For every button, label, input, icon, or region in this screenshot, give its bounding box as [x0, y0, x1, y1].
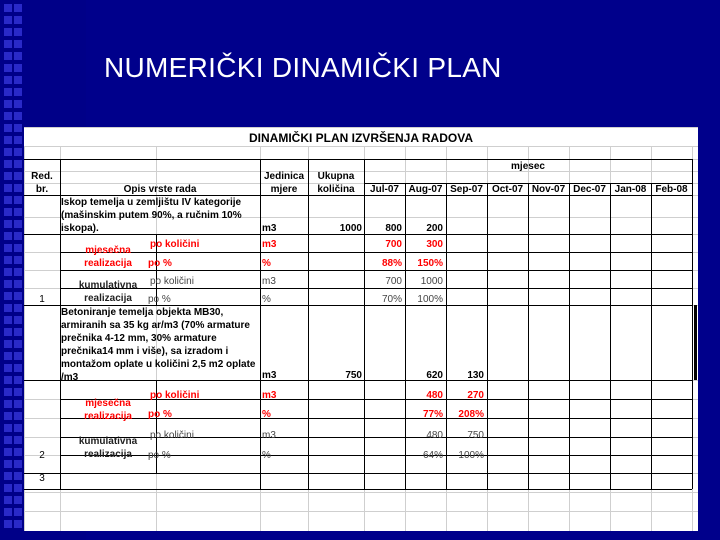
- decorative-square: [14, 412, 22, 420]
- month-header: Feb-08: [655, 184, 688, 195]
- decorative-square: [14, 340, 22, 348]
- decorative-square: [4, 340, 12, 348]
- grid-line: [24, 159, 692, 160]
- item-2-kumulativna-unit-m3: m3: [262, 430, 276, 441]
- decorative-square: [14, 220, 22, 228]
- item-2-mjesecna-unit-pct: %: [262, 409, 271, 420]
- item-1-mjesecna-qty-jul: 700: [385, 239, 402, 250]
- decorative-square: [14, 496, 22, 504]
- item-1-kumulativna-label: realizacija: [84, 293, 132, 304]
- decorative-square: [4, 124, 12, 132]
- item-2-kumulativna-label: kumulativna: [78, 436, 138, 447]
- item-1-kumulativna-pct-aug: 100%: [417, 294, 443, 305]
- grid-line: [569, 183, 570, 489]
- decorative-square: [4, 112, 12, 120]
- grid-line: [528, 183, 529, 489]
- item-3-red-br: 3: [39, 473, 45, 484]
- decorative-square: [4, 28, 12, 36]
- decorative-square: [4, 424, 12, 432]
- item-2-mjesecna-po-kolicini: po količini: [150, 390, 200, 401]
- item-1-kumulativna-unit-m3: m3: [262, 276, 276, 287]
- item-2-mjesecna-unit-m3: m3: [262, 390, 277, 401]
- decorative-square: [4, 388, 12, 396]
- month-header: Aug-07: [408, 184, 443, 195]
- item-1-red-br: 1: [39, 294, 45, 305]
- decorative-square: [4, 364, 12, 372]
- decorative-square: [14, 280, 22, 288]
- header-ukupna-2: količina: [317, 184, 355, 195]
- grid-line: [260, 159, 261, 489]
- decorative-square: [4, 436, 12, 444]
- item-2-kumulativna-pct-sep: 100%: [458, 450, 484, 461]
- item-1-mjesecna-qty-aug: 300: [426, 239, 443, 250]
- item-1-unit: m3: [262, 223, 277, 234]
- decorative-square: [14, 16, 22, 24]
- item-2-kumulativna-po-procent: po %: [148, 450, 171, 461]
- item-2-plan-sep: 130: [467, 370, 484, 381]
- decorative-square: [4, 268, 12, 276]
- item-2-mjesecna-label: mjesečna: [85, 398, 131, 409]
- decorative-square: [14, 232, 22, 240]
- item-1-kumulativna-pct-jul: 70%: [381, 294, 402, 305]
- grid-line: [692, 159, 693, 489]
- month-header: Oct-07: [491, 184, 524, 195]
- decorative-square: [4, 88, 12, 96]
- decorative-square: [4, 136, 12, 144]
- sheet-title: DINAMIČKI PLAN IZVRŠENJA RADOVA: [248, 131, 473, 145]
- header-opis: Opis vrste rada: [123, 184, 197, 195]
- decorative-square: [14, 76, 22, 84]
- item-1-description-line: (mašinskim putem 90%, a ručnim 10%: [61, 210, 242, 221]
- decorative-square: [4, 280, 12, 288]
- decorative-square: [14, 88, 22, 96]
- decorative-square: [4, 220, 12, 228]
- decorative-square: [14, 172, 22, 180]
- header-jedinica-1: Jedinica: [263, 171, 305, 182]
- item-1-mjesecna-label: realizacija: [84, 258, 132, 269]
- item-1-mjesecna-unit-m3: m3: [262, 239, 277, 250]
- item-2-kumulativna-po-kolicini: po količini: [150, 430, 194, 441]
- decorative-square: [14, 52, 22, 60]
- decorative-square: [14, 244, 22, 252]
- item-2-mjesecna-label: realizacija: [84, 411, 132, 422]
- decorative-square: [14, 160, 22, 168]
- item-2-kumulativna-qty-aug: 480: [426, 430, 443, 441]
- item-2-mjesecna-qty-sep: 270: [467, 390, 484, 401]
- grid-line: [24, 489, 692, 490]
- decorative-square: [14, 484, 22, 492]
- decorative-square: [14, 328, 22, 336]
- item-2-unit: m3: [262, 370, 277, 381]
- decorative-square: [14, 388, 22, 396]
- item-2-mjesecna-po-procent: po %: [148, 409, 172, 420]
- decorative-square: [4, 40, 12, 48]
- header-mjesec: mjesec: [511, 161, 545, 172]
- item-2-kumulativna-qty-sep: 750: [467, 430, 484, 441]
- decorative-square: [14, 376, 22, 384]
- decorative-square: [14, 256, 22, 264]
- header-red-br-1: Red.: [31, 171, 53, 182]
- decorative-square: [4, 448, 12, 456]
- grid-line: [308, 159, 309, 489]
- item-2-kumulativna-label: realizacija: [84, 449, 132, 460]
- item-1-mjesecna-pct-aug: 150%: [417, 258, 443, 269]
- decorative-square: [14, 520, 22, 528]
- decorative-square: [14, 268, 22, 276]
- item-2-mjesecna-pct-aug: 77%: [422, 409, 443, 420]
- decorative-square: [14, 424, 22, 432]
- grid-line: [694, 305, 697, 380]
- decorative-square: [14, 448, 22, 456]
- grid-line: [24, 305, 692, 306]
- decorative-square: [4, 64, 12, 72]
- item-1-kumulativna-qty-jul: 700: [385, 276, 402, 287]
- grid-line: [446, 183, 447, 489]
- header-red-br-2: br.: [35, 184, 49, 195]
- decorative-square: [4, 256, 12, 264]
- item-2-description-line: prečnika 4-12 mm, 30% armature: [61, 333, 217, 344]
- item-2-plan-aug: 620: [426, 370, 443, 381]
- decorative-square: [14, 196, 22, 204]
- decorative-square: [4, 520, 12, 528]
- decorative-square: [14, 124, 22, 132]
- decorative-square: [14, 460, 22, 468]
- decorative-square: [14, 352, 22, 360]
- item-2-description-line: prečnika14 mm i više), sa izradom i: [61, 346, 229, 357]
- grid-line: [610, 183, 611, 489]
- decorative-square: [14, 508, 22, 516]
- spreadsheet: [24, 127, 698, 531]
- month-header: Nov-07: [531, 184, 566, 195]
- decorative-square: [4, 400, 12, 408]
- decorative-square: [4, 244, 12, 252]
- item-1-mjesecna-pct-jul: 88%: [381, 258, 402, 269]
- decorative-square: [14, 436, 22, 444]
- item-1-kumulativna-qty-aug: 1000: [420, 276, 443, 287]
- decorative-square: [4, 304, 12, 312]
- month-header: Sep-07: [450, 184, 483, 195]
- decorative-square: [14, 64, 22, 72]
- decorative-square: [14, 4, 22, 12]
- month-header: Jan-08: [614, 184, 647, 195]
- grid-line: [60, 270, 692, 271]
- item-1-mjesecna-unit-pct: %: [262, 258, 271, 269]
- grid-line: [364, 159, 365, 489]
- decorative-square: [14, 112, 22, 120]
- decorative-square: [14, 472, 22, 480]
- grid-line: [24, 195, 692, 196]
- grid-line: [487, 183, 488, 489]
- item-1-description-line: Iskop temelja u zemljištu IV kategorije: [61, 197, 242, 208]
- decorative-square: [4, 148, 12, 156]
- decorative-square: [4, 292, 12, 300]
- item-1-plan-aug: 200: [426, 223, 443, 234]
- decorative-square: [4, 100, 12, 108]
- grid-line: [24, 146, 698, 147]
- header-ukupna-1: Ukupna: [317, 171, 355, 182]
- item-1-mjesecna-po-procent: po %: [148, 258, 172, 269]
- item-2-red-br: 2: [39, 450, 45, 461]
- item-1-mjesecna-po-kolicini: po količini: [150, 239, 200, 250]
- decorative-square: [4, 376, 12, 384]
- decorative-square: [14, 292, 22, 300]
- item-2-kumulativna-unit-pct: %: [262, 450, 271, 461]
- item-1-kumulativna-unit-pct: %: [262, 294, 271, 305]
- decorative-square: [4, 232, 12, 240]
- item-1-plan-jul: 800: [385, 223, 402, 234]
- month-header: Jul-07: [370, 184, 399, 195]
- decorative-square: [4, 484, 12, 492]
- decorative-square: [14, 316, 22, 324]
- decorative-square: [14, 304, 22, 312]
- decorative-square: [14, 208, 22, 216]
- header-jedinica-2: mjere: [270, 184, 298, 195]
- decorative-square: [4, 508, 12, 516]
- decorative-square: [4, 172, 12, 180]
- item-2-total: 750: [345, 370, 362, 381]
- decorative-square: [14, 400, 22, 408]
- item-2-description-line: /m3: [61, 372, 79, 383]
- decorative-square: [14, 28, 22, 36]
- decorative-square: [4, 316, 12, 324]
- decorative-square: [14, 148, 22, 156]
- grid-line: [24, 127, 698, 128]
- grid-line: [24, 234, 692, 235]
- item-2-description-line: montažom oplate u količini 2,5 m2 oplate: [61, 359, 256, 370]
- grid-line: [24, 511, 698, 512]
- item-1-kumulativna-po-procent: po %: [148, 294, 171, 305]
- decorative-square: [4, 496, 12, 504]
- decorative-square: [4, 328, 12, 336]
- decorative-square: [4, 208, 12, 216]
- grid-line: [651, 183, 652, 489]
- decorative-square: [14, 40, 22, 48]
- item-1-kumulativna-label: kumulativna: [78, 280, 138, 291]
- decorative-square: [4, 460, 12, 468]
- slide-title: NUMERIČKI DINAMIČKI PLAN: [104, 52, 502, 83]
- decorative-square: [4, 4, 12, 12]
- decorative-square: [14, 364, 22, 372]
- decorative-square: [14, 136, 22, 144]
- item-1-mjesecna-label: mjesečna: [85, 245, 131, 256]
- decorative-square: [4, 160, 12, 168]
- decorative-square: [4, 352, 12, 360]
- decorative-square: [4, 76, 12, 84]
- month-header: Dec-07: [573, 184, 606, 195]
- decorative-square: [4, 472, 12, 480]
- decorative-square: [4, 196, 12, 204]
- decorative-square: [14, 184, 22, 192]
- item-2-kumulativna-pct-aug: 64%: [422, 450, 443, 461]
- grid-line: [24, 492, 698, 493]
- item-2-description-line: armiranih sa 35 kg ar/m3 (70% armature: [61, 320, 250, 331]
- item-2-description-line: Betoniranje temelja objekta MB30,: [61, 307, 224, 318]
- item-1-total: 1000: [339, 223, 362, 234]
- grid-line: [24, 473, 692, 474]
- decorative-square: [4, 184, 12, 192]
- decorative-square: [4, 16, 12, 24]
- item-1-kumulativna-po-kolicini: po količini: [150, 276, 194, 287]
- decorative-square: [14, 100, 22, 108]
- item-2-mjesecna-qty-aug: 480: [426, 390, 443, 401]
- decorative-square: [4, 412, 12, 420]
- item-1-description-line: iskopa).: [61, 223, 99, 234]
- decorative-square: [4, 52, 12, 60]
- item-2-mjesecna-pct-sep: 208%: [458, 409, 484, 420]
